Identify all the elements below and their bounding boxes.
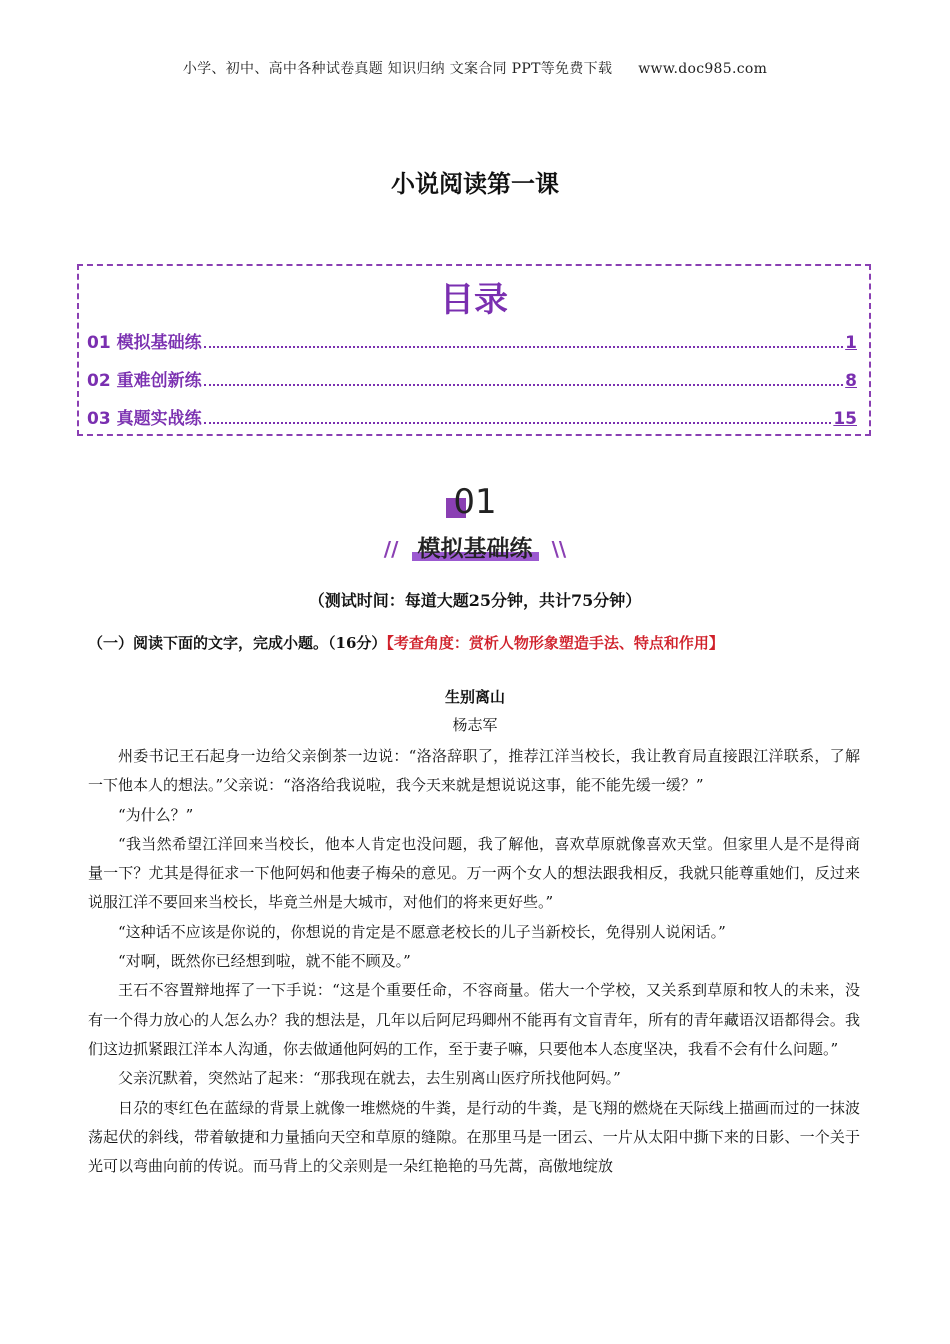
question-prefix: （一）阅读下面的文字，完成小题。（16分） <box>88 634 387 652</box>
story-paragraph: “对啊，既然你已经想到啦，就不能不顾及。” <box>118 952 411 971</box>
toc-leader-dots <box>204 346 844 348</box>
story-paragraph: 父亲沉默着，突然站了起来：“那我现在就去，去生别离山医疗所找他阿妈。” <box>118 1069 621 1088</box>
toc-item-label: 02 重难创新练 <box>87 371 202 391</box>
toc-item[interactable] <box>87 405 857 429</box>
toc-item[interactable] <box>87 367 857 391</box>
document-title: 小说阅读第一课 <box>391 170 559 198</box>
toc-item-label: 03 真题实战练 <box>87 409 202 429</box>
question-instruction <box>88 632 724 653</box>
toc-leader-dots <box>204 384 844 386</box>
story-paragraph: “我当然希望江洋回来当校长，他本人肯定也没问题，我了解他，喜欢草原就像喜欢天堂。但家里人是不是得商量一下？尤其是得征求一下他阿妈和他妻子梅朵的意见。万一两个女人的想法跟我相反，我就只能尊重她们，反过来说服江洋不要回来当校长，毕竟兰州是大城市，对他们的将来更好些。” <box>88 834 860 912</box>
header-text: 小学、初中、高中各种试卷真题 知识归纳 文案合同 PPT等免费下载 <box>182 61 613 77</box>
toc-leader-dots <box>204 422 832 424</box>
section-banner <box>0 530 950 563</box>
right-slash-decoration: \\ <box>551 537 567 561</box>
story-paragraph: 日尕的枣红色在蓝绿的背景上就像一堆燃烧的牛粪，是行动的牛粪，是飞翔的燃烧在天际线上描画而过的一抹波荡起伏的斜线，带着敏捷和力量插向天空和草原的缝隙。在那里马是一团云、一片从太阳中撕下来的日影、一个关于光可以弯曲向前的传说。而马背上的父亲则是一朵红艳艳的马先蒿，高傲地绽放 <box>88 1098 860 1176</box>
story-paragraph: “这种话不应该是你说的，你想说的肯定是不愿意老校长的儿子当新校长，免得别人说闲话。” <box>118 922 726 941</box>
story-paragraph: 王石不容置辩地挥了一下手说：“这是个重要任命，不容商量。偌大一个学校，又关系到草原和牧人的未来，没有一个得力放心的人怎么办？我的想法是，几年以后阿尼玛卿州不能再有文盲青年，所有的青年藏语汉语都得会。我们这边抓紧跟江洋本人沟通，你去做通他阿妈的工作，至于妻子嘛，只要他本人态度坚决，我看不会有什么问题。” <box>88 981 860 1058</box>
left-slash-decoration: // <box>383 537 399 561</box>
story-title: 生别离山 <box>444 688 505 706</box>
question-focus-tag: 【考查角度：赏析人物形象塑造手法、特点和作用】 <box>386 634 724 652</box>
story-body <box>88 742 860 1181</box>
page-header <box>0 58 950 78</box>
table-of-contents <box>77 264 871 436</box>
story-paragraph: 州委书记王石起身一边给父亲倒茶一边说：“洛洛辞职了，推荐江洋当校长，我让教育局直接跟江洋联系，了解一下他本人的想法。”父亲说：“洛洛给我说啦，我今天来就是想说说这事，能不能先缓一缓？” <box>88 747 860 795</box>
toc-heading: 目录 <box>440 280 508 320</box>
toc-item-page[interactable]: 1 <box>845 333 857 353</box>
toc-item[interactable] <box>87 329 857 353</box>
section-title: 模拟基础练 <box>404 530 547 563</box>
story-paragraph: “为什么？” <box>118 805 194 824</box>
story-author: 杨志军 <box>452 716 498 734</box>
toc-item-label: 01 模拟基础练 <box>87 333 202 353</box>
test-time-note: （测试时间：每道大题25分钟，共计75分钟） <box>308 591 642 610</box>
toc-item-page[interactable]: 15 <box>833 409 857 429</box>
section-number <box>0 482 950 522</box>
toc-item-page[interactable]: 8 <box>845 371 857 391</box>
header-url[interactable]: www.doc985.com <box>638 61 768 77</box>
section-number-text: 01 <box>453 482 497 522</box>
